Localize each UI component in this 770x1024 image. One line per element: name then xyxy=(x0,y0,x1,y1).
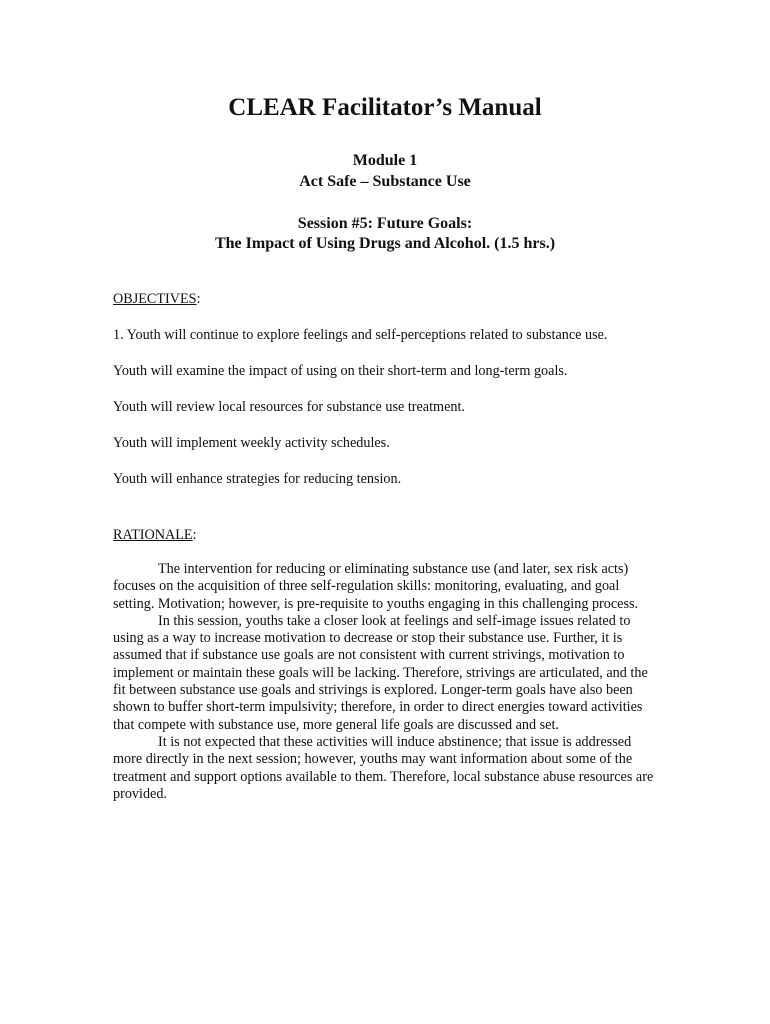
rationale-paragraph: The intervention for reducing or eliminating substance use (and later, sex risk acts) focuses on the acquisition of three self-regulation skills: monitoring, evaluating, and goal setting. Motivation; however, is pre-requisite to youths engaging in this challenging process. xyxy=(113,561,639,612)
objective-item: Youth will enhance strategies for reducing tension. xyxy=(113,471,402,487)
objectives-heading-colon: : xyxy=(196,291,201,307)
rationale-paragraph: It is not expected that these activities will induce abstinence; that issue is addressed more directly in the next session; however, youths may want information about some of the treatment and support options available to them. Therefore, local substance abuse resources are provided. xyxy=(113,733,654,802)
objective-item: 1. Youth will continue to explore feelings and self-perceptions related to substance use. xyxy=(113,327,608,343)
objective-item: Youth will review local resources for substance use treatment. xyxy=(113,399,465,415)
module-name: Act Safe – Substance Use xyxy=(299,173,471,190)
objectives-heading: OBJECTIVES xyxy=(113,291,197,307)
rationale-heading: RATIONALE xyxy=(113,527,193,543)
rationale-heading-line xyxy=(113,526,663,544)
session-title: Session #5: Future Goals: xyxy=(297,215,473,232)
rationale-body xyxy=(113,561,658,803)
objectives-heading-line xyxy=(113,290,663,308)
rationale-heading-colon: : xyxy=(192,527,197,543)
objective-item: Youth will implement weekly activity schedules. xyxy=(113,435,390,451)
objective-item: Youth will examine the impact of using on their short-term and long-term goals. xyxy=(113,363,568,379)
module-number: Module 1 xyxy=(352,152,418,169)
rationale-paragraph: In this session, youths take a closer look at feelings and self-image issues related to using as a way to increase motivation to decrease or stop their substance use. Further, it is assumed that if substance use goals are not consistent with current strivings, motivation to implement or maintain these goals will be lacking. Therefore, strivings are articulated, and the fit between substance use goals and strivings is explored. Longer-term goals have also been shown to buffer short-term impulsivity; therefore, in order to direct energies toward activities that compete with substance use, more general life goals are discussed and set. xyxy=(113,612,648,733)
session-subtitle: The Impact of Using Drugs and Alcohol. (1.5 hrs.) xyxy=(214,235,556,252)
document-title: CLEAR Facilitator’s Manual xyxy=(228,94,542,121)
